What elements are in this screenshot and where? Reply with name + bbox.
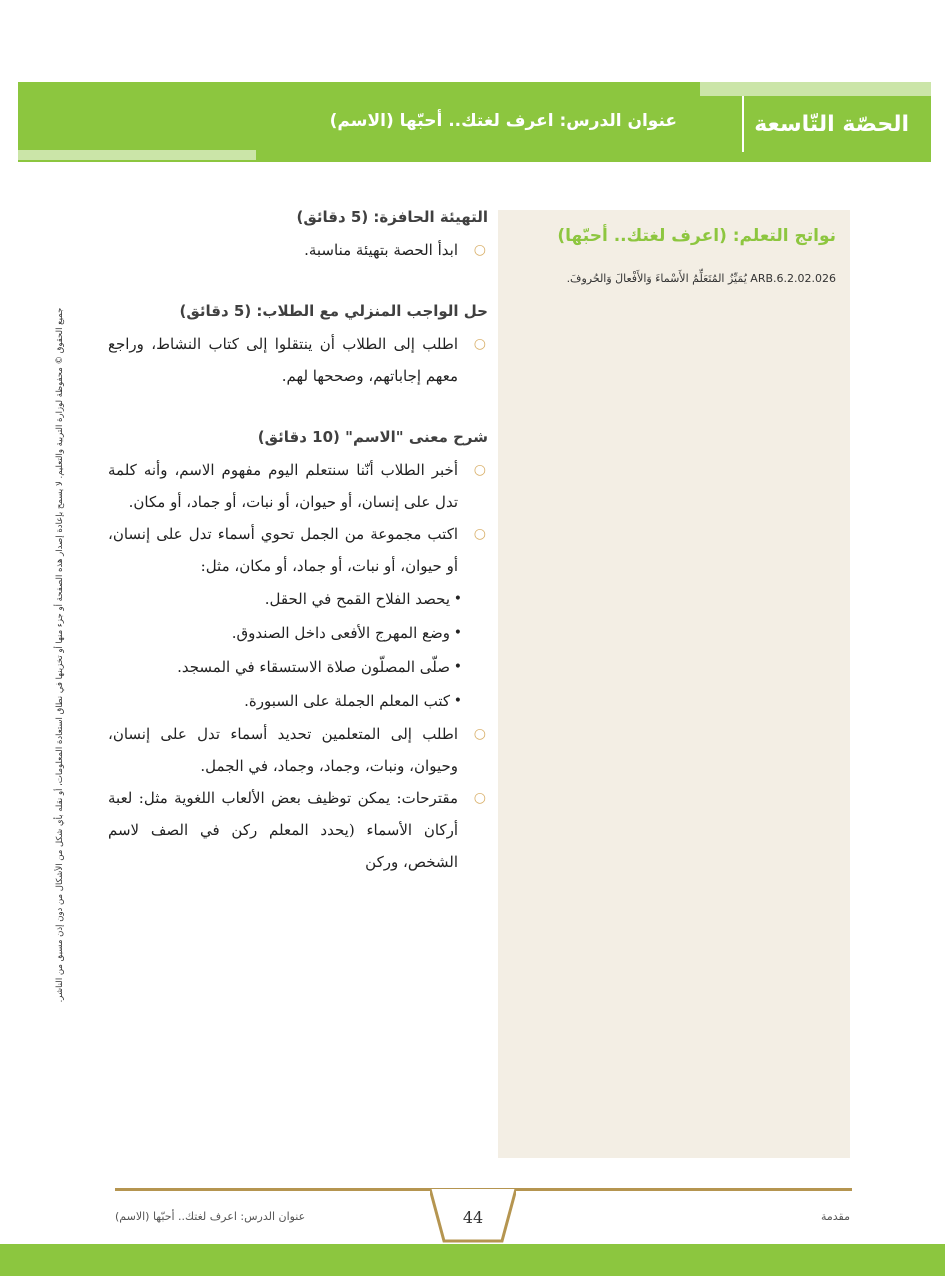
- footer-pattern-strip: [0, 1244, 945, 1276]
- outcome-code: ARB.6.2.02.026: [750, 272, 836, 285]
- page-number: 44: [462, 1208, 484, 1227]
- list-item: ○ اطلب إلى الطلاب أن ينتقلوا إلى كتاب النشاط، وراجع معهم إجاباتهم، وصححها لهم.: [108, 328, 488, 392]
- section-title-explain: شرح معنى "الاسم" (10 دقائق): [257, 428, 488, 446]
- circle-bullet-icon: ○: [473, 526, 486, 542]
- dot-bullet-icon: •: [453, 591, 462, 607]
- example-sentence: • كتب المعلم الجملة على السبورة.: [108, 684, 488, 718]
- lesson-title: عنوان الدرس: اعرف لغتك.. أحبّها (الاسم): [329, 111, 677, 131]
- footer-lesson-title: عنوان الدرس: اعرف لغتك.. أحبّها (الاسم): [115, 1210, 306, 1223]
- list-item: ○ مقترحات: يمكن توظيف بعض الألعاب اللغوية مثل: لعبة أركان الأسماء (يحدد المعلم ركن في الصف لاسم الشخص، وركن: [108, 782, 488, 878]
- circle-bullet-icon: ○: [473, 336, 486, 352]
- dot-bullet-icon: •: [453, 625, 462, 641]
- header-divider: [742, 96, 744, 152]
- example-sentence: • صلّى المصلّون صلاة الاستسقاء في المسجد.: [108, 650, 488, 684]
- list-item: ○ اطلب إلى المتعلمين تحديد أسماء تدل على إنسان، وحيوان، ونبات، وجماد، وجماد، في الجمل.: [108, 718, 488, 782]
- list-item: ○ ابدأ الحصة بتهيئة مناسبة.: [108, 234, 488, 266]
- header-accent-bar: [700, 82, 931, 96]
- header-accent-bar: [18, 150, 256, 160]
- section-duration: (10 دقائق): [257, 428, 340, 446]
- lesson-number: الحصّة التّاسعة: [754, 112, 909, 137]
- section-title-warmup: التهيئة الحافزة: (5 دقائق): [296, 208, 488, 226]
- example-sentence: • وضع المهرج الأفعى داخل الصندوق.: [108, 616, 488, 650]
- footer-section: مقدمة: [820, 1210, 850, 1223]
- dot-bullet-icon: •: [453, 693, 462, 709]
- circle-bullet-icon: ○: [473, 242, 486, 258]
- lesson-procedure: [108, 200, 488, 878]
- section-duration: (5 دقائق): [179, 302, 252, 320]
- section-duration: (5 دقائق): [296, 208, 369, 226]
- circle-bullet-icon: ○: [473, 790, 486, 806]
- circle-bullet-icon: ○: [473, 726, 486, 742]
- outcomes-title: نواتج التعلم: (اعرف لغتك.. أحبّها): [557, 226, 836, 246]
- outcome-standard: [567, 272, 836, 285]
- list-item: ○ اكتب مجموعة من الجمل تحوي أسماء تدل على إنسان، أو حيوان، أو نبات، أو جماد، أو مكان، مثل:: [108, 518, 488, 582]
- outcome-text: يُمَيِّزُ المُتَعَلِّمُ الأَسْماءَ وَالأَفْعالَ وَالحُروفَ.: [566, 272, 747, 285]
- dot-bullet-icon: •: [453, 659, 462, 675]
- learning-outcomes-panel: [498, 210, 850, 1158]
- example-sentence: • يحصد الفلاح القمح في الحقل.: [108, 582, 488, 616]
- list-item: ○ أخبر الطلاب أنّنا سنتعلم اليوم مفهوم الاسم، وأنه كلمة تدل على إنسان، أو حيوان، أو نبات، أو جماد، أو مكان.: [108, 454, 488, 518]
- section-title-homework: حل الواجب المنزلي مع الطلاب: (5 دقائق): [179, 302, 488, 320]
- circle-bullet-icon: ○: [473, 462, 486, 478]
- copyright-note: جميع الحقوق © محفوظة لوزارة التربية والتعليم. لا يسمح بإعادة إصدار هذه الصفحة أو جزء منها أو تخزينها في نطاق استعادة المعلومات، أو نقله بأي شكل من الأشكال من دون إذن مسبق من الناشر.: [55, 307, 65, 1003]
